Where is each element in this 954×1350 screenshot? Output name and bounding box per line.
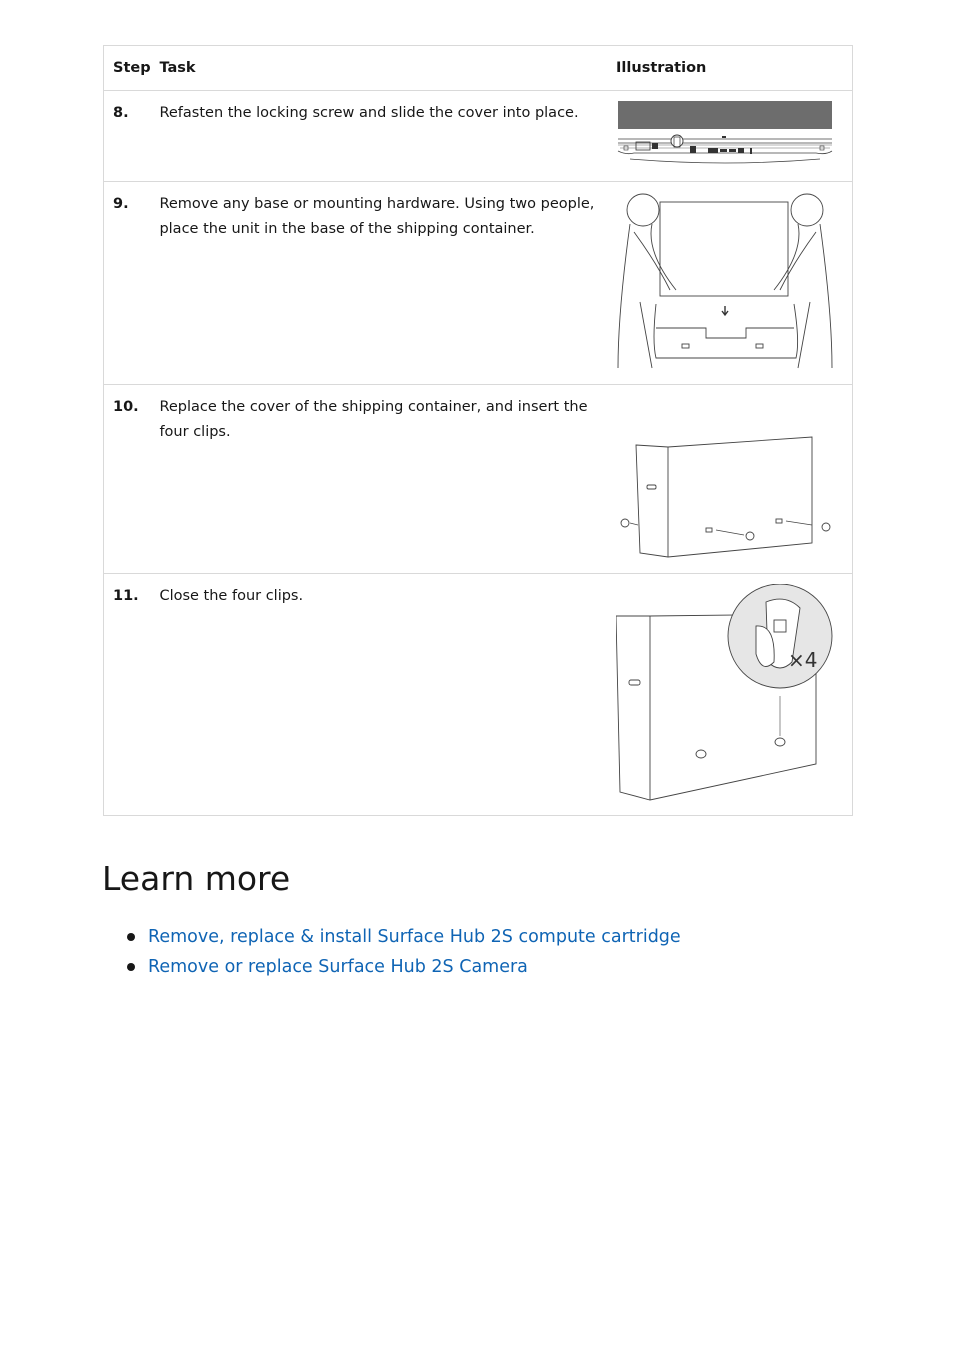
link-compute-cartridge[interactable]: Remove, replace & install Surface Hub 2S compute cartridge	[148, 927, 681, 947]
bullet-icon	[127, 963, 135, 971]
step-number: 10.	[104, 385, 160, 574]
step-number: 11.	[104, 574, 160, 816]
header-step: Step	[104, 46, 160, 91]
header-task: Task	[159, 46, 616, 91]
table-row	[104, 91, 853, 182]
table-row	[104, 385, 853, 574]
list-item	[103, 922, 681, 952]
learn-more-heading: Learn more	[102, 859, 291, 898]
step-task: Remove any base or mounting hardware. Using two people, place the unit in the base of the shipping container.	[159, 182, 616, 385]
container-clips-close-illustration	[616, 584, 852, 802]
header-illustration: Illustration	[616, 46, 852, 91]
step-task: Close the four clips.	[159, 574, 616, 816]
step-number: 8.	[104, 91, 160, 182]
two-people-lift-illustration	[616, 192, 852, 372]
clip-count-label: ×4	[788, 648, 818, 672]
table-header-row	[104, 46, 853, 91]
container-clips-insert-illustration	[616, 395, 852, 565]
step-task: Refasten the locking screw and slide the cover into place.	[159, 91, 616, 182]
table-row	[104, 182, 853, 385]
link-camera[interactable]: Remove or replace Surface Hub 2S Camera	[148, 957, 528, 977]
list-item	[103, 952, 681, 982]
step-task: Replace the cover of the shipping container, and insert the four clips.	[159, 385, 616, 574]
bullet-icon	[127, 933, 135, 941]
hub-cover-slide-illustration	[616, 101, 852, 169]
step-number: 9.	[104, 182, 160, 385]
table-row	[104, 574, 853, 816]
learn-more-list	[103, 922, 681, 982]
steps-table	[103, 45, 853, 816]
